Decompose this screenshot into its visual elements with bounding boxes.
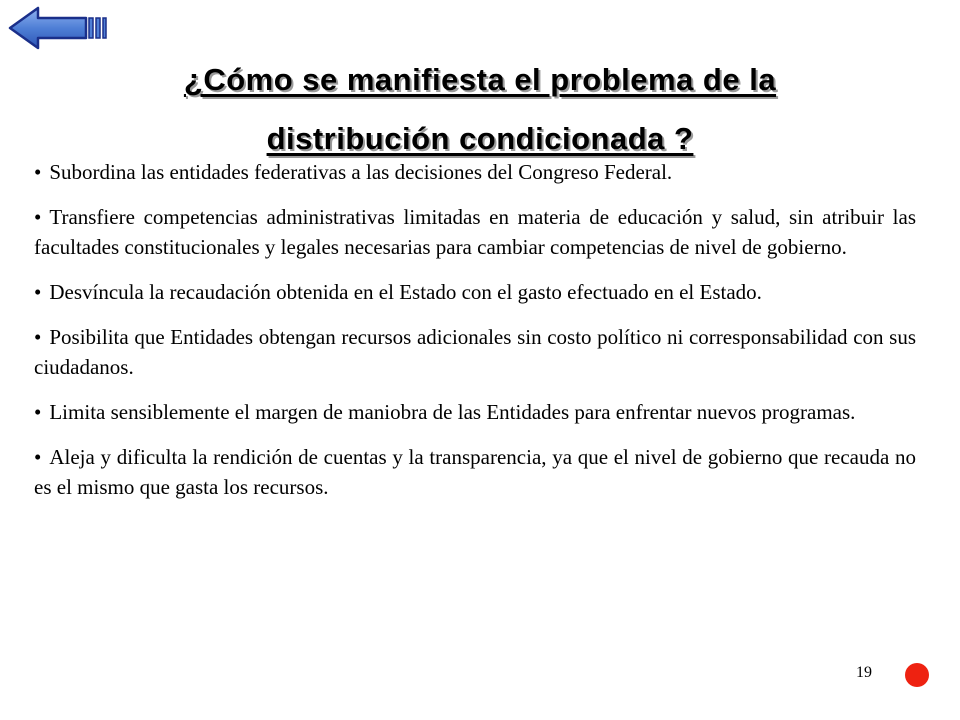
bullet-text: Posibilita que Entidades obtengan recursos adicionales sin costo político ni corresponsabilidad con sus ciudadanos. — [34, 325, 916, 379]
bullet-dot: • — [34, 400, 42, 424]
bullet-item — [34, 277, 916, 307]
bullet-item — [34, 202, 916, 262]
bullet-dot: • — [34, 205, 42, 229]
title-line-2: distribución condicionada ? — [266, 121, 694, 156]
bullet-text: Transfiere competencias administrativas limitadas en materia de educación y salud, sin atribuir las facultades constitucionales y legales necesarias para cambiar competencias de nivel de gobierno. — [34, 205, 916, 259]
red-circle-icon[interactable] — [905, 663, 929, 687]
bullet-item — [34, 442, 916, 502]
title-line-1: ¿Cómo se manifiesta el problema de la — [183, 62, 777, 97]
bullet-dot: • — [34, 280, 42, 304]
back-arrow-button[interactable] — [8, 6, 108, 52]
bullet-dot: • — [34, 445, 42, 469]
bullet-text: Desvíncula la recaudación obtenida en el Estado con el gasto efectuado en el Estado. — [49, 280, 762, 304]
bullet-text: Subordina las entidades federativas a las decisiones del Congreso Federal. — [49, 160, 673, 184]
page-number: 19 — [856, 664, 872, 681]
bullet-item — [34, 397, 916, 427]
bullet-dot: • — [34, 325, 42, 349]
bullet-text: Limita sensiblemente el margen de maniobra de las Entidades para enfrentar nuevos programas. — [49, 400, 856, 424]
slide-title — [40, 50, 920, 168]
bullet-dot: • — [34, 160, 42, 184]
bullet-item — [34, 322, 916, 382]
bullet-item — [34, 157, 916, 187]
bullet-list — [34, 157, 916, 517]
back-arrow-icon — [8, 6, 108, 52]
bullet-text: Aleja y dificulta la rendición de cuentas y la transparencia, ya que el nivel de gobierno que recauda no es el mismo que gasta los recursos. — [34, 445, 916, 499]
